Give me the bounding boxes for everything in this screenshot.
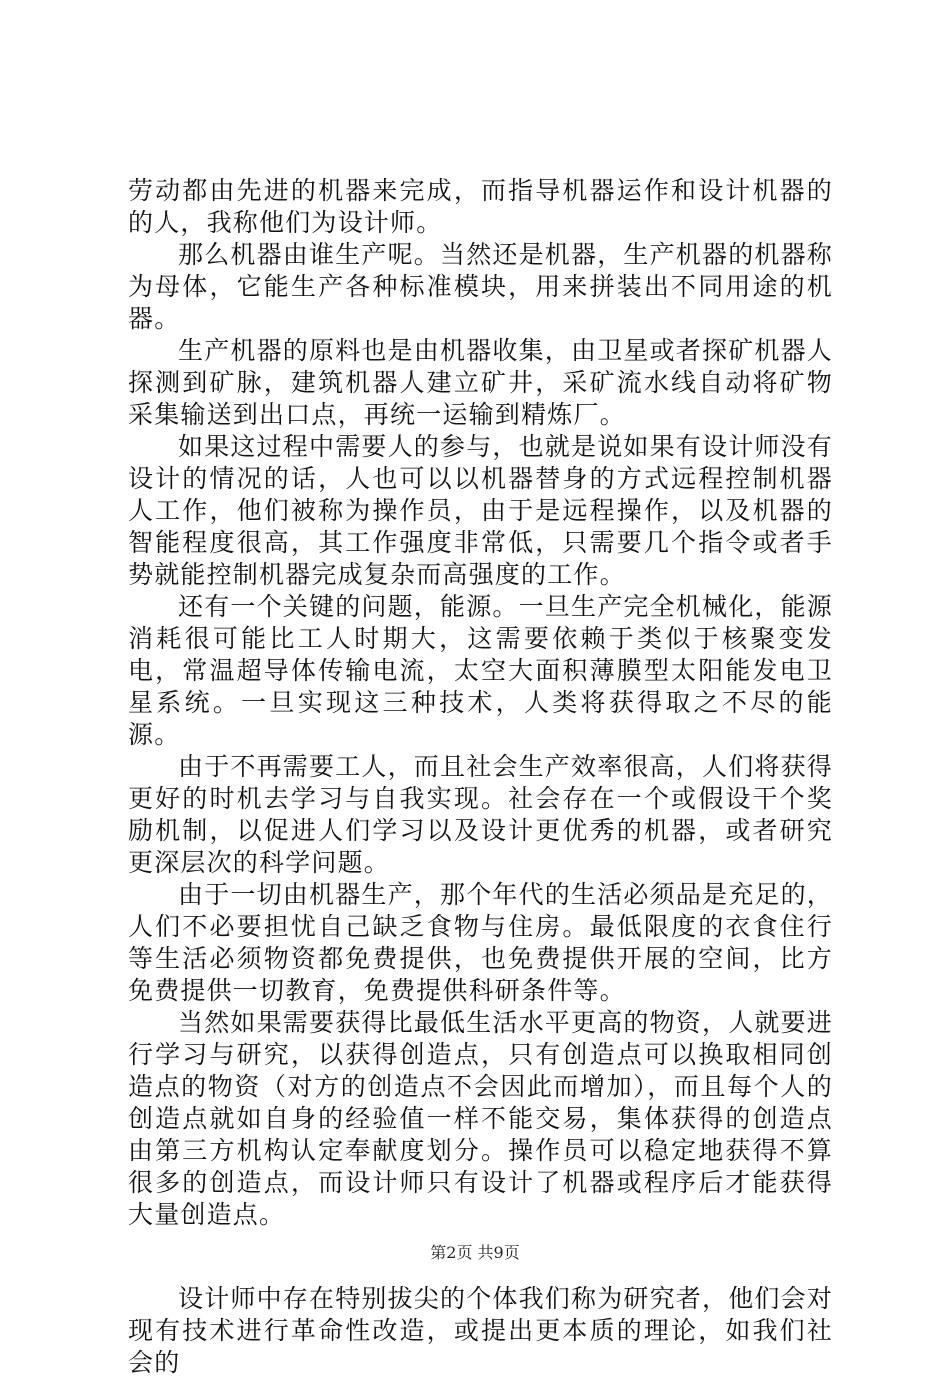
document-body — [128, 175, 833, 1379]
paragraph-learning: 由于不再需要工人，而且社会生产效率很高，人们将获得更好的时机去学习与自我实现。社会存在一个或假设干个奖励机制，以促进人们学习以及设计更优秀的机器，或者研究更深层次的科学问题。 — [128, 752, 834, 877]
paragraph-energy: 还有一个关键的问题，能源。一旦生产完全机械化，能源消耗很可能比工人时期大，这需要依赖于类似于核聚变发电，常温超导体传输电流，太空大面积薄膜型太阳能发电卫星系统。一旦实现这三种技术，人类将获得取之不尽的能源。 — [128, 592, 834, 749]
paragraph-raw-materials: 生产机器的原料也是由机器收集，由卫星或者探矿机器人探测到矿脉，建筑机器人建立矿井，采矿流水线自动将矿物采集输送到出口点，再统一运输到精炼厂。 — [128, 336, 834, 429]
paragraph-continuation: 劳动都由先进的机器来完成，而指导机器运作和设计机器的的人，我称他们为设计师。 — [128, 176, 833, 237]
paragraph-operators: 如果这过程中需要人的参与，也就是说如果有设计师没有设计的情况的话，人也可以以机器替身的方式远程控制机器人工作，他们被称为操作员，由于是远程操作，以及机器的智能程度很高，其工作强度非常低，只需要几个指令或者手势就能控制机器完成复杂而高强度的工作。 — [128, 432, 834, 589]
paragraph-necessities: 由于一切由机器生产，那个年代的生活必须品是充足的，人们不必要担忧自己缺乏食物与住房。最低限度的衣食住行等生活必须物资都免费提供，也免费提供开展的空间，比方免费提供一切教育，免费提供科研条件等。 — [128, 880, 834, 1005]
page-number-footer: 第2页 共9页 — [430, 1243, 520, 1262]
paragraph-creation-points: 当然如果需要获得比最低生活水平更高的物资，人就要进行学习与研究，以获得创造点，只有创造点可以换取相同创造点的物资（对方的创造点不会因此而增加），而且每个人的创造点就如自身的经验值一样不能交易，集体获得的创造点由第三方机构认定奉献度划分。操作员可以稳定地获得不算很多的创造点，而设计师只有设计了机器或程序后才能获得大量创造点。 — [128, 1008, 834, 1229]
paragraph-researchers: 设计师中存在特别拔尖的个体我们称为研究者，他们会对现有技术进行革命性改造，或提出更本质的理论，如我们社会的 — [128, 1284, 834, 1377]
paragraph-machine-production: 那么机器由谁生产呢。当然还是机器，生产机器的机器称为母体，它能生产各种标准模块，用来拼装出不同用途的机器。 — [128, 240, 834, 333]
